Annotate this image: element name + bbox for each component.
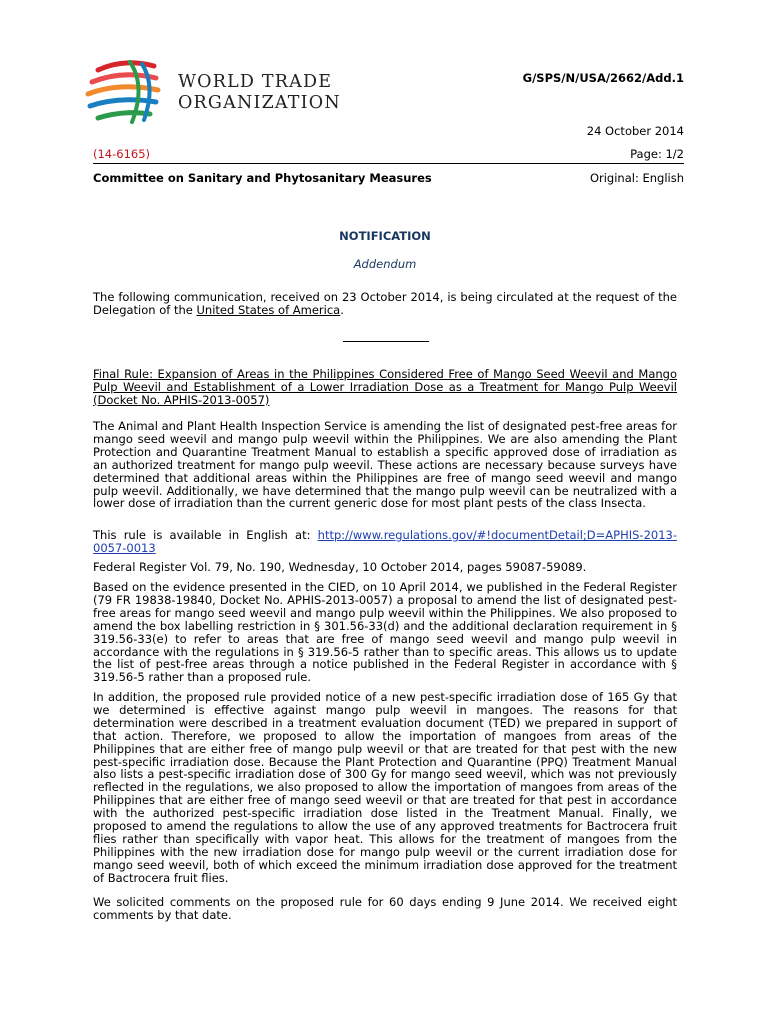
federal-register-paragraph (93, 561, 677, 574)
paragraph-2-text: Based on the evidence presented in the CIED, on 10 April 2014, we published in the Federal Register (79 FR 19838-19840, Docket No. APHIS-2013-0057) a proposal to amend the list of designated pest-free areas for mango seed weevil and mango pulp weevil within the Philippines. We also proposed to amend the box labelling restriction in § 301.56-33(d) and the additional declaration requirement in § 319.56-33(e) to refer to areas that are free of mango seed weevil and mango pulp weevil in accordance with the regulations in § 319.56-5 rather than to specific areas. This allows us to update the list of pest-free areas through a notice published in the Federal Register in accordance with § 319.56-5 rather than a proposed rule. (93, 580, 677, 685)
paragraph-1 (93, 420, 677, 510)
notification-title: NOTIFICATION (339, 229, 431, 243)
rule-title-text: Final Rule: Expansion of Areas in the Philippines Considered Free of Mango Seed Weevil and Mango Pulp Weevil and Establishment of a Lower Irradiation Dose as a Treatment for Mango Pulp Weevil (Docket No. APHIS-2013-0057) (93, 367, 677, 407)
wto-logo (84, 56, 344, 130)
paragraph-1-text: The Animal and Plant Health Inspection Service is amending the list of designated pest-free areas for mango seed weevil and mango pulp weevil within the Philippines. We are also amending the Plant Protection and Quarantine Treatment Manual to establish a specific approved dose of irradiation as an authorized treatment for mango pulp weevil. These actions are necessary because surveys have determined that additional areas within the Philippines are free of mango seed weevil and mango pulp weevil. Additionally, we have determined that the mango pulp weevil can be neutralized with a lower dose of irradiation than the current generic dose for most plant pests of the class Insecta. (93, 419, 677, 511)
wto-emblem-icon (84, 56, 174, 130)
paragraph-3-text: In addition, the proposed rule provided notice of a new pest-specific irradiation dose of 165 Gy that we determined is effective against mango pulp weevil in mangoes. The reasons for that determination were described in a treatment evaluation document (TED) we prepared in support of that action. Therefore, we proposed to allow the importation of mangoes from areas of the Philippines that are either free of mango pulp weevil or that are treated for that pest with the new pest-specific irradiation dose. Because the Plant Protection and Quarantine (PPQ) Treatment Manual also lists a pest-specific irradiation dose of 300 Gy for mango seed weevil, which was not previously reflected in the regulations, we also proposed to allow the importation of mangoes from areas of the Philippines that are either free of mango seed weevil or that are treated for that pest in accordance with the authorized pest-specific irradiation dose listed in the Treatment Manual. Finally, we proposed to amend the regulations to allow the use of any approved treatments for Bactrocera fruit flies rather than specifically with vapor heat. This allows for the treatment of mangoes from the Philippines with the new irradiation dose for mango pulp weevil or the current irradiation dose for mango seed weevil, both of which exceed the minimum irradiation dose approved for the treatment of Bactrocera fruit flies. (93, 690, 677, 885)
wto-wordmark (178, 72, 341, 114)
rule-link[interactable]: http://www.regulations.gov/#!documentDetail;D=APHIS-2013-0057-0013 (93, 528, 677, 555)
page-number: Page: 1/2 (630, 147, 684, 161)
paragraph-3 (93, 691, 677, 885)
intro-text: The following communication, received on 23 October 2014, is being circulated at the request of the Delegation of the (93, 290, 677, 317)
intro-paragraph (93, 291, 677, 317)
intro-end: . (340, 302, 344, 317)
document-date: 24 October 2014 (586, 124, 684, 138)
section-divider (343, 341, 429, 342)
paragraph-4 (93, 896, 677, 922)
reference-number: (14-6165) (93, 147, 151, 161)
header-divider (93, 163, 684, 164)
committee-name: Committee on Sanitary and Phytosanitary Measures (93, 171, 432, 185)
document-symbol: G/SPS/N/USA/2662/Add.1 (522, 71, 684, 85)
federal-register-text: Federal Register Vol. 79, No. 190, Wednesday, 10 October 2014, pages 59087-59089. (93, 560, 587, 574)
addendum-label: Addendum (353, 257, 417, 271)
logo-line-1: WORLD TRADE (178, 72, 333, 92)
paragraph-4-text: We solicited comments on the proposed rule for 60 days ending 9 June 2014. We received eight comments by that date. (93, 895, 677, 922)
availability-paragraph (93, 529, 677, 555)
rule-title (93, 368, 677, 407)
logo-line-2: ORGANIZATION (178, 93, 341, 113)
original-language: Original: English (589, 171, 684, 185)
availability-prefix: This rule is available in English at: (93, 528, 318, 542)
paragraph-2 (93, 581, 677, 684)
country-name: United States of America (196, 302, 341, 317)
